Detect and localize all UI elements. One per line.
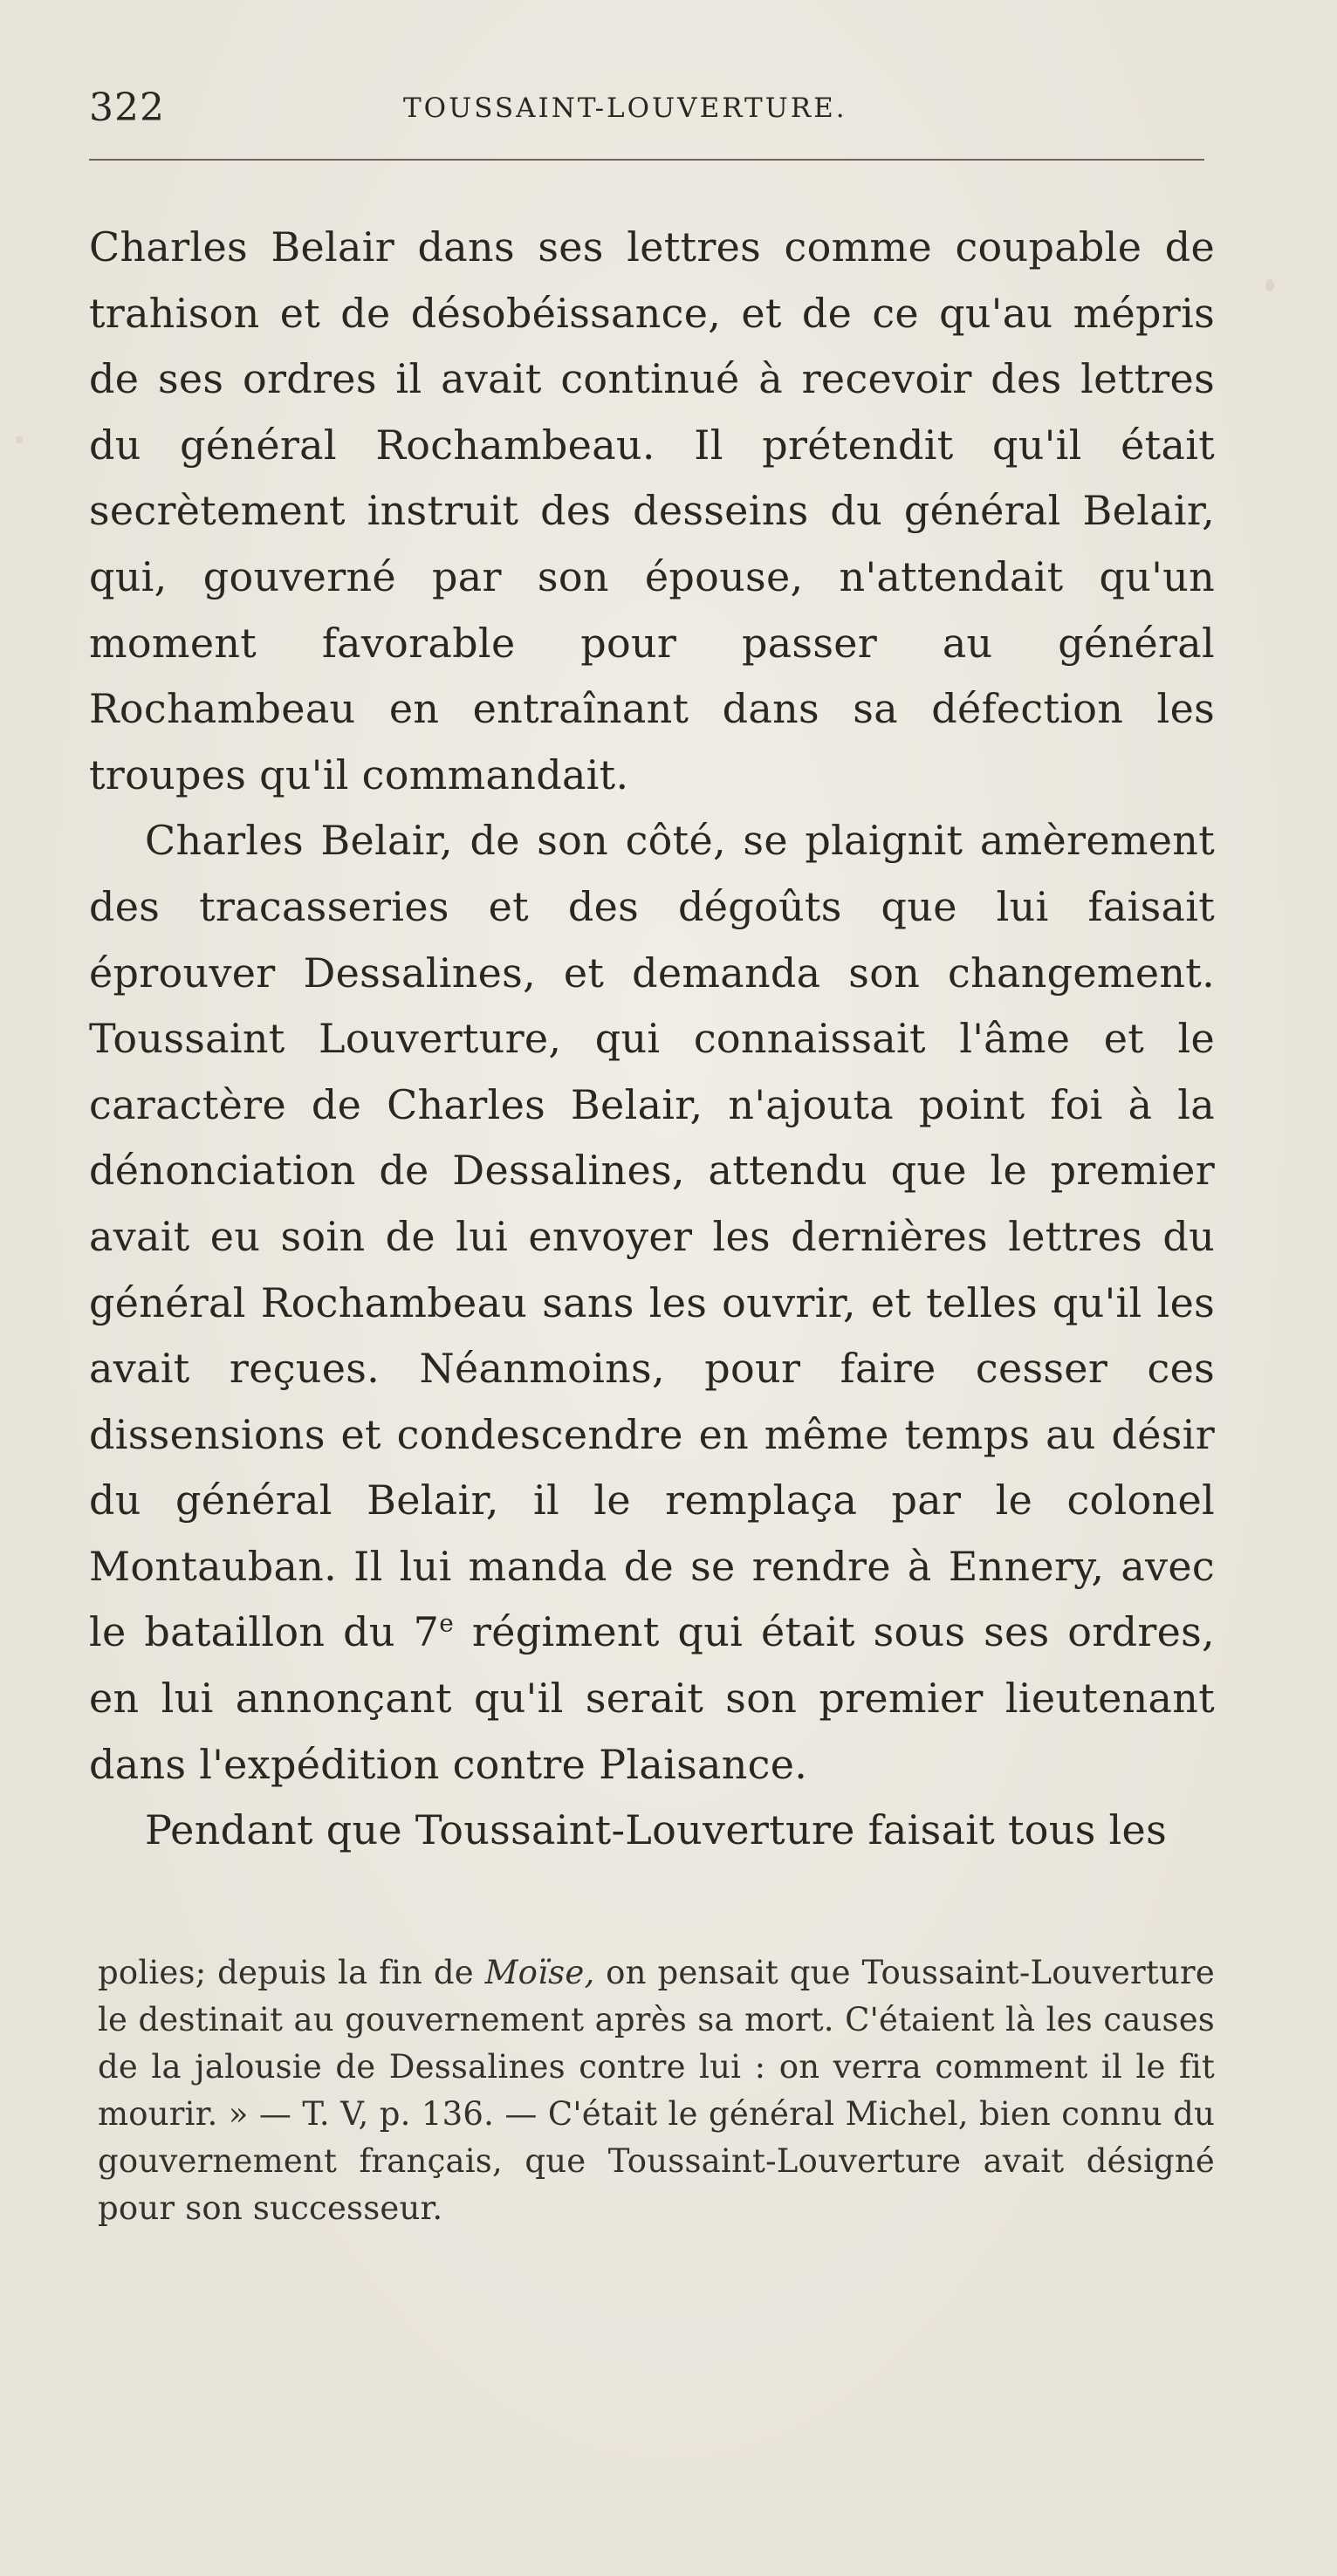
footnote-text [98,1949,1215,2232]
footnote-start: polies; depuis la fin de [98,1954,485,1991]
paragraph-2 [89,808,1215,1798]
footnote-rest: on pensait que Toussaint-Louverture le destinait au gouvernement après sa mort. C'étaient là les causes de la jalousie de Dessalines contre lui : on verra comment il le fit mourir. » — T. V, p. 136. — C'était le général Michel, bien connu du gouvernement français, que Toussaint-Louverture avait désigné pour son successeur. [98,1954,1215,2227]
paragraph-2-text: Charles Belair, de son côté, se plaignit amèrement des tracasseries et des dégoûts que lui faisait éprouver Dessalines, et demanda son changement. Toussaint Louverture, qui connaissait l'âme et le caractère de Charles Belair, n'ajouta point foi à la dénonciation de Dessalines, attendu que le premier avait eu soin de lui envoyer les dernières lettres du général Rochambeau sans les ouvrir, et telles qu'il les avait reçues. Néanmoins, pour faire cesser ces dissensions et condescendre en même temps au désir du général Belair, il le remplaça par le colonel Montauban. Il lui manda de se rendre à Ennery, avec le bataillon du [89,817,1215,1656]
paragraph-3: Pendant que Toussaint-Louverture faisait tous les [145,1806,1167,1854]
paper-spot [1265,279,1274,291]
regiment-number: 7 [413,1608,440,1656]
footnote-italic-title: Moïse, [484,1954,595,1991]
footnote [98,1949,1215,2232]
paper-spot [16,436,23,443]
paragraph-2-continuation: régiment qui était sous ses ordres, en lui annonçant qu'il serait son premier lieutenant dans l'expédition contre Plaisance. [89,1608,1215,1788]
main-text [89,215,1215,1864]
running-head [89,86,1206,138]
running-title: TOUSSAINT-LOUVERTURE. [403,92,847,124]
page-number: 322 [89,86,165,130]
paragraph-1: Charles Belair dans ses lettres comme coupable de trahison et de désobéissance, et de ce qu'au mépris de ses ordres il avait continué à recevoir des lettres du général Rochambeau. Il prétendit qu'il était secrètement instruit des desseins du général Belair, qui, gouverné par son épouse, n'attendait qu'un moment favorable pour passer au général Rochambeau en entraînant dans sa défection les troupes qu'il commandait. [89,223,1215,798]
regiment-superscript: e [439,1609,455,1639]
header-rule [89,159,1204,161]
